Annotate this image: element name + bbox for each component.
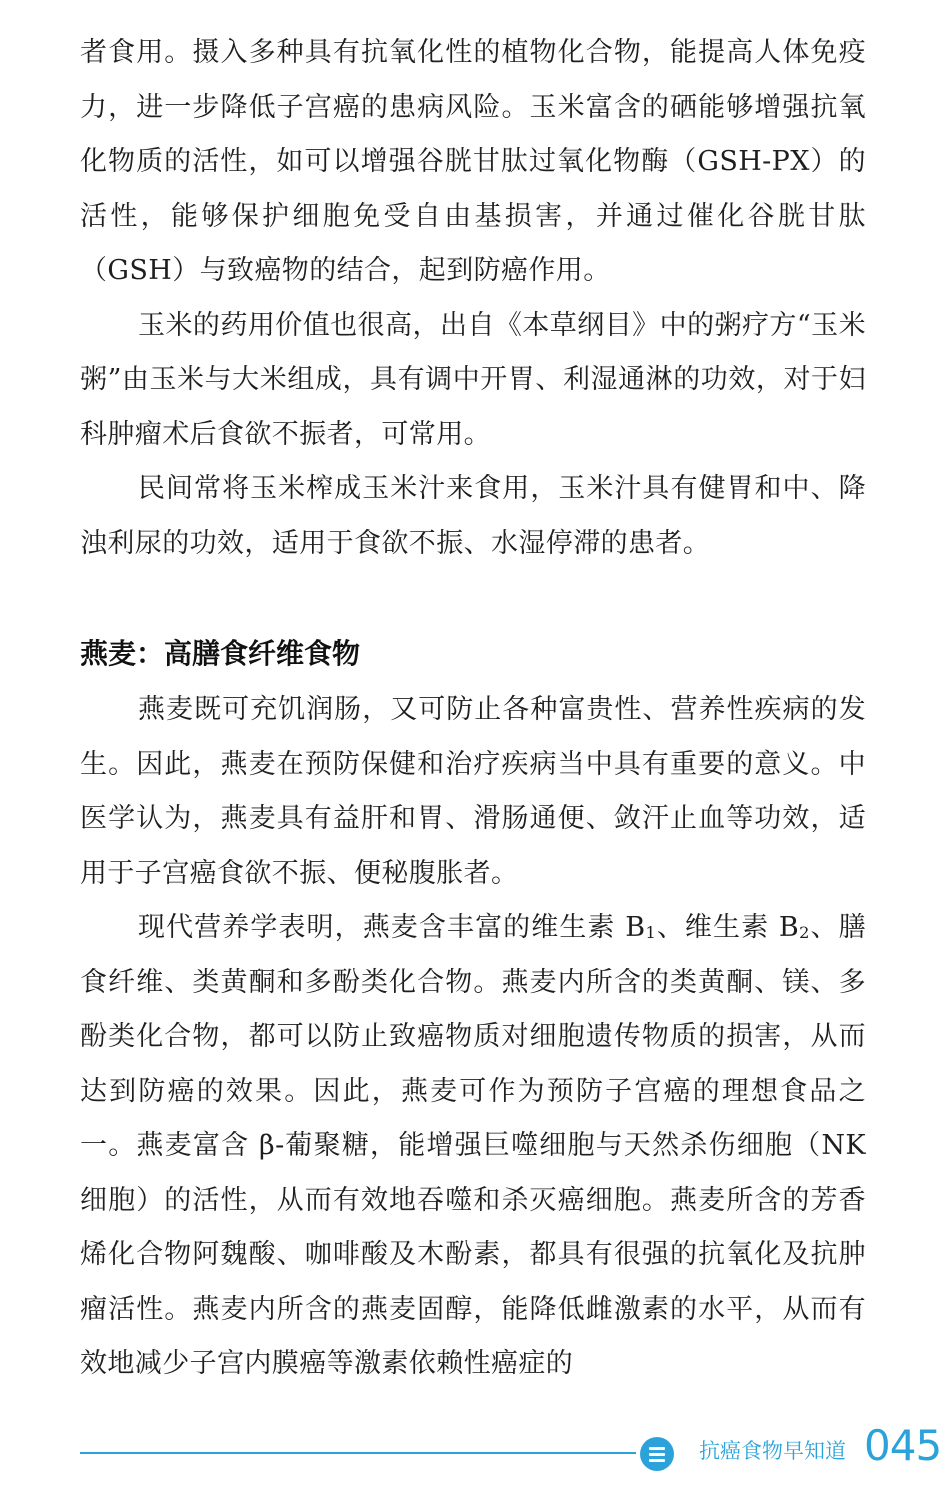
paragraph-corn-selenium: 者食用。摄入多种具有抗氧化性的植物化合物，能提高人体免疫力，进一步降低子宫癌的患病风险。玉米富含的硒能够增强抗氧化物质的活性，如可以增强谷胱甘肽过氧化物酶（GSH-PX）的活性，能够保护细胞免受自由基损害，并通过催化谷胱甘肽（GSH）与致癌物的结合，起到防癌作用。 — [80, 37, 866, 286]
page-number: 045 — [864, 1421, 942, 1470]
paragraph-oats-intro: 燕麦既可充饥润肠，又可防止各种富贵性、营养性疾病的发生。因此，燕麦在预防保健和治疗疾病当中具有重要的意义。中医学认为，燕麦具有益肝和胃、滑肠通便、敛汗止血等功效，适用于子宫癌食欲不振、便秘腹胀者。 — [80, 694, 866, 889]
section-heading-oats: 燕麦：高膳食纤维食物 — [80, 637, 361, 670]
page-content — [80, 26, 866, 1392]
subscript-b2: 2 — [799, 923, 810, 942]
text-segment: 、维生素 B — [656, 912, 800, 943]
text-segment: 、膳食纤维、类黄酮和多酚类化合物。燕麦内所含的类黄酮、镁、多酚类化合物，都可以防止致癌物质对细胞遗传物质的损害，从而达到防癌的效果。因此，燕麦可作为预防子宫癌的理想食品之一。燕麦富含 β-葡聚糖，能增强巨噬细胞与天然杀伤细胞（NK 细胞）的活性，从而有效地吞噬和杀灭癌细胞。燕麦所含的芳香烯化合物阿魏酸、咖啡酸及木酚素，都具有很强的抗氧化及抗肿瘤活性。燕麦内所含的燕麦固醇，能降低雌激素的水平，从而有效地减少子宫内膜癌等激素依赖性癌症的 — [80, 912, 866, 1379]
paragraph-corn-porridge: 玉米的药用价值也很高，出自《本草纲目》中的粥疗方“玉米粥”由玉米与大米组成，具有调中开胃、利湿通淋的功效，对于妇科肿瘤术后食欲不振者，可常用。 — [80, 309, 866, 450]
paragraph-oats-nutrition — [80, 901, 866, 1392]
footer-book-title: 抗癌食物早知道 — [699, 1439, 846, 1463]
text-segment: 现代营养学表明，燕麦含丰富的维生素 B — [138, 912, 646, 943]
footer-rule — [80, 1452, 636, 1454]
menu-lines-icon — [640, 1437, 674, 1471]
paragraph-corn-juice: 民间常将玉米榨成玉米汁来食用，玉米汁具有健胃和中、降浊利尿的功效，适用于食欲不振、水湿停滞的患者。 — [80, 473, 866, 559]
subscript-b1: 1 — [645, 923, 657, 942]
